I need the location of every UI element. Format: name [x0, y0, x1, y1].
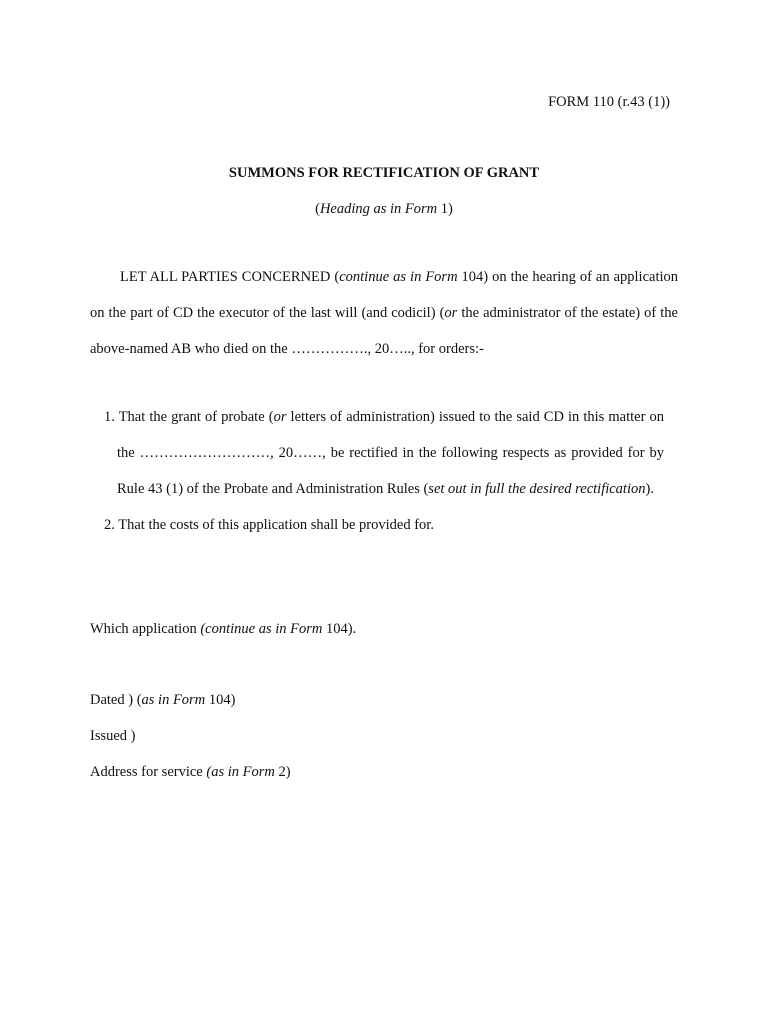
paragraph-text-1: LET ALL PARTIES CONCERNED (	[120, 269, 340, 285]
item-number: 1.	[104, 409, 119, 425]
item-italic-1: or	[273, 409, 287, 425]
subtitle-italic: Heading as in Form	[319, 201, 438, 217]
which-italic: (continue as in Form	[200, 621, 323, 637]
orders-list	[104, 399, 664, 543]
subtitle-open: (	[315, 201, 320, 217]
dated-text-2: 104)	[205, 692, 236, 708]
address-text-1: Address for service	[90, 764, 207, 780]
which-application-line	[90, 619, 356, 639]
item-text-1: That the grant of probate (	[118, 409, 274, 425]
subtitle-rest: 1)	[437, 201, 453, 217]
issued-line: Issued )	[90, 728, 136, 744]
paragraph-text-2: 104) on the hearing of an application on the part of CD the executor of the last will (and codicil) (	[90, 269, 678, 321]
list-item	[104, 507, 664, 543]
item-text-3: ).	[645, 481, 654, 497]
item-italic-2: set out in full the desired rectification	[428, 481, 646, 497]
item-text-1: That the costs of this application shall be provided for.	[118, 517, 434, 533]
dated-line	[90, 690, 235, 710]
document-subtitle	[0, 199, 768, 219]
document-title: SUMMONS FOR RECTIFICATION OF GRANT	[228, 165, 540, 181]
item-text-2: letters of administration) issued to the said CD in this matter on the ………………………, 20……, be rectified in the following respects as provided for by Rule 43 (1) of the Probate and Administration Rules (	[117, 409, 665, 497]
which-text-2: 104).	[322, 621, 357, 637]
address-text-2: 2)	[274, 764, 291, 780]
paragraph-italic-2: or	[444, 305, 458, 321]
dated-text-1: Dated ) (	[90, 692, 142, 708]
paragraph-text-3: the administrator of the estate) of the above-named AB who died on the ……………., 20….., for orders:-	[90, 305, 678, 357]
which-text-1: Which application	[90, 621, 201, 637]
paragraph-italic-1: continue as in Form	[339, 269, 458, 285]
dated-italic: as in Form	[141, 692, 206, 708]
item-number: 2.	[104, 517, 119, 533]
form-reference: FORM 110 (r.43 (1))	[548, 94, 670, 110]
list-item	[104, 399, 664, 507]
main-paragraph	[90, 259, 678, 367]
address-italic: (as in Form	[206, 764, 275, 780]
address-line	[90, 762, 291, 782]
